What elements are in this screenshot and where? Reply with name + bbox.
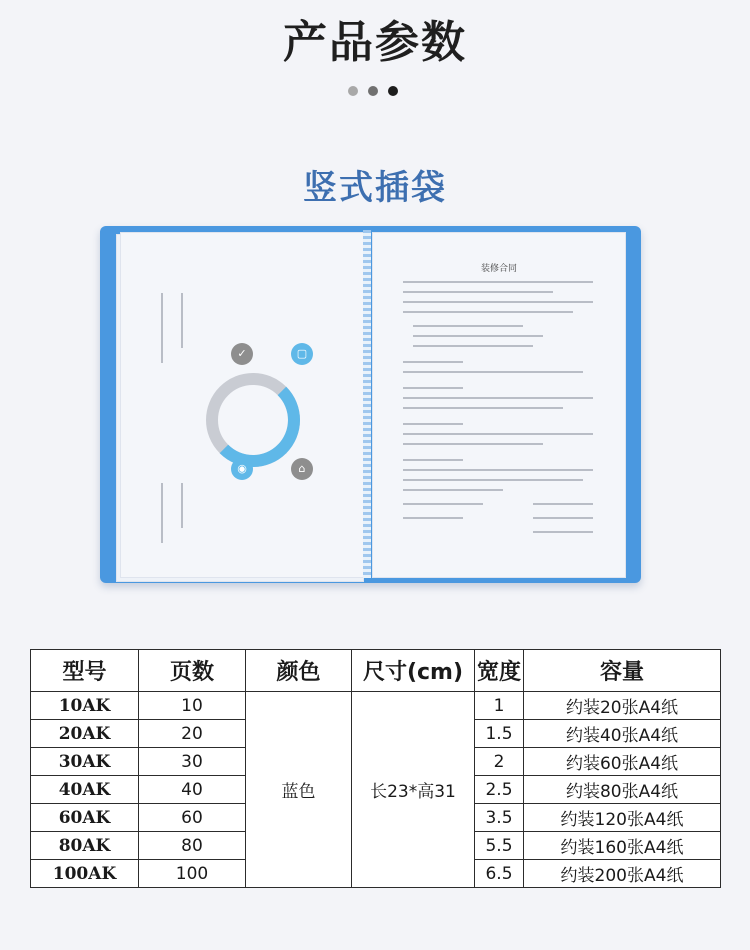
text-line <box>413 345 533 347</box>
pages-cell: 40 <box>139 776 246 804</box>
width-cell: 6.5 <box>475 860 524 888</box>
model-cell: 100AK <box>31 860 139 888</box>
text-line <box>403 443 543 445</box>
product-subtitle: 竖式插袋 <box>303 168 447 208</box>
text-line <box>403 361 463 363</box>
text-line <box>161 293 163 363</box>
text-line <box>403 517 463 519</box>
carousel-dot[interactable] <box>368 86 378 96</box>
header-model: 型号 <box>31 650 139 692</box>
header-color: 颜色 <box>246 650 352 692</box>
pages-cell: 60 <box>139 804 246 832</box>
capacity-cell: 约装20张A4纸 <box>524 692 721 720</box>
text-line <box>403 281 593 283</box>
text-line <box>533 503 593 505</box>
size-cell: 长23*高31 <box>352 692 475 888</box>
model-cell: 40AK <box>31 776 139 804</box>
text-line <box>533 531 593 533</box>
text-line <box>403 469 593 471</box>
circle-icon: ⌂ <box>291 458 313 480</box>
text-line <box>403 503 483 505</box>
carousel-dots[interactable] <box>348 86 398 96</box>
circle-icon: ◉ <box>231 458 253 480</box>
pages-cell: 20 <box>139 720 246 748</box>
width-cell: 5.5 <box>475 832 524 860</box>
pages-cell: 100 <box>139 860 246 888</box>
model-cell: 30AK <box>31 748 139 776</box>
header-width: 宽度 <box>475 650 524 692</box>
text-line <box>403 291 553 293</box>
capacity-cell: 约装120张A4纸 <box>524 804 721 832</box>
page-title: 产品参数 <box>283 17 467 68</box>
table-row <box>31 692 721 720</box>
text-line <box>413 325 523 327</box>
text-line <box>403 423 463 425</box>
folder-right-page <box>372 232 626 578</box>
text-line <box>413 335 543 337</box>
text-line <box>403 387 463 389</box>
text-line <box>403 397 593 399</box>
text-line <box>403 311 573 313</box>
text-line <box>403 459 463 461</box>
product-image-folder <box>100 226 641 583</box>
capacity-cell: 约装80张A4纸 <box>524 776 721 804</box>
text-line <box>403 433 593 435</box>
capacity-cell: 约装200张A4纸 <box>524 860 721 888</box>
text-line <box>403 489 503 491</box>
carousel-dot[interactable] <box>388 86 398 96</box>
table-header-row <box>31 650 721 692</box>
model-cell: 10AK <box>31 692 139 720</box>
capacity-cell: 约装40张A4纸 <box>524 720 721 748</box>
header-pages: 页数 <box>139 650 246 692</box>
ring-chart-arc <box>206 373 300 467</box>
folder-left-page <box>120 232 364 578</box>
circle-icon: ✓ <box>231 343 253 365</box>
text-line <box>533 517 593 519</box>
text-line <box>161 483 163 543</box>
circle-icon: ▢ <box>291 343 313 365</box>
text-line <box>181 293 183 348</box>
model-cell: 80AK <box>31 832 139 860</box>
text-line <box>403 371 583 373</box>
folder-spine <box>363 230 371 578</box>
text-line <box>403 407 563 409</box>
text-line <box>403 301 593 303</box>
spec-table <box>30 649 721 888</box>
pages-cell: 80 <box>139 832 246 860</box>
pages-cell: 30 <box>139 748 246 776</box>
width-cell: 3.5 <box>475 804 524 832</box>
width-cell: 2 <box>475 748 524 776</box>
carousel-dot[interactable] <box>348 86 358 96</box>
capacity-cell: 约装160张A4纸 <box>524 832 721 860</box>
model-cell: 20AK <box>31 720 139 748</box>
header-capacity: 容量 <box>524 650 721 692</box>
text-line <box>403 479 583 481</box>
width-cell: 1 <box>475 692 524 720</box>
pages-cell: 10 <box>139 692 246 720</box>
text-line <box>181 483 183 528</box>
model-cell: 60AK <box>31 804 139 832</box>
width-cell: 1.5 <box>475 720 524 748</box>
width-cell: 2.5 <box>475 776 524 804</box>
header-size: 尺寸(cm) <box>352 650 475 692</box>
capacity-cell: 约装60张A4纸 <box>524 748 721 776</box>
document-title: 装修合同 <box>480 264 517 274</box>
color-cell: 蓝色 <box>246 692 352 888</box>
